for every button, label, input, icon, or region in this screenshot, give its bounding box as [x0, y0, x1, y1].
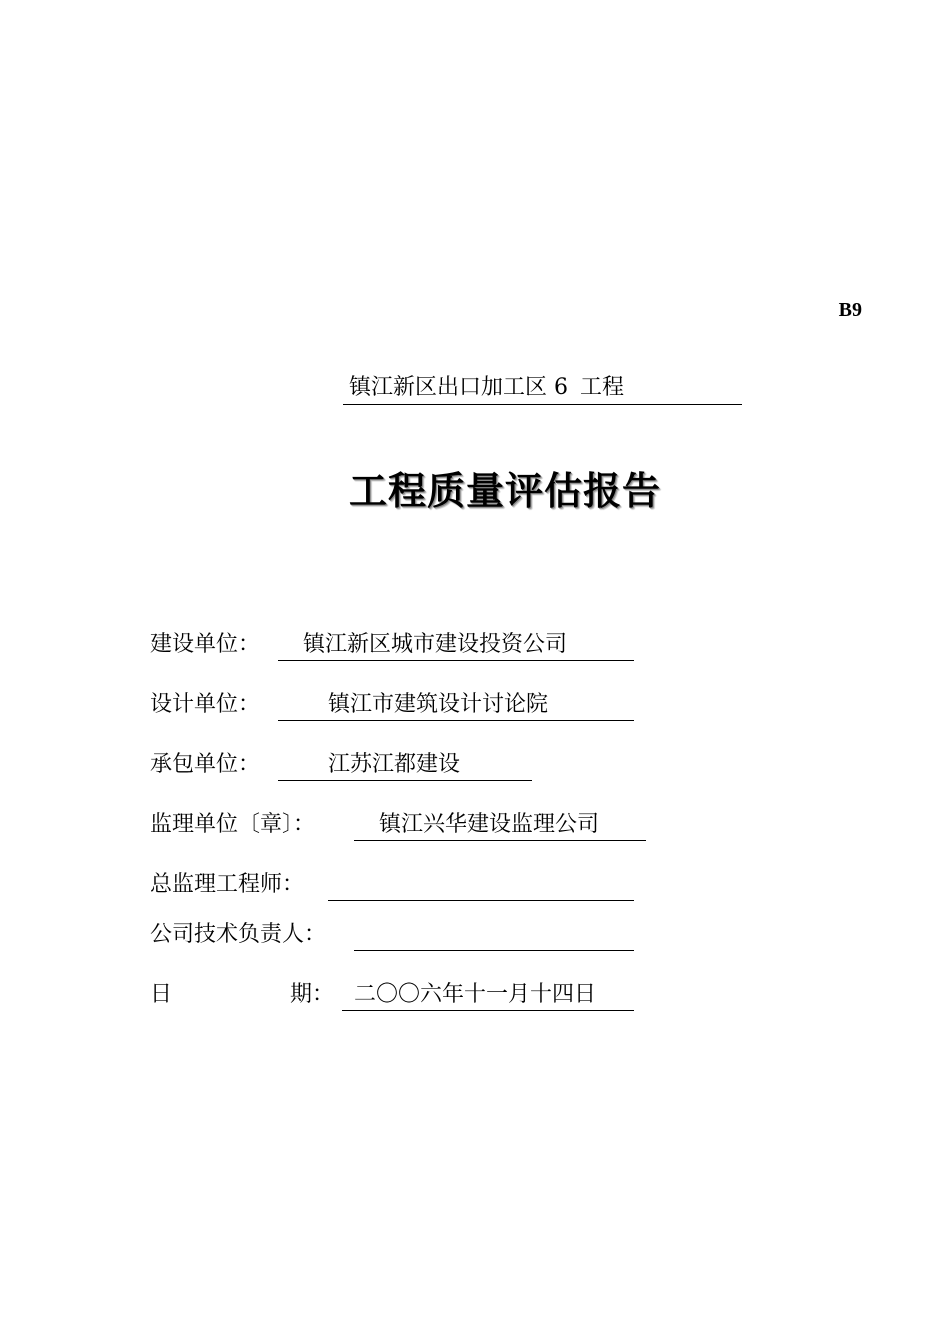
date-value: 二〇〇六年十一月十四日 [354, 982, 597, 1007]
field-label: 总监理工程师： [150, 872, 305, 897]
date-label-left: 日 [150, 982, 173, 1007]
supervisor-value: 镇江兴华建设监理公司 [379, 812, 600, 837]
field-label: 承包单位： [150, 752, 261, 777]
construction-unit-value: 镇江新区城市建设投资公司 [303, 632, 568, 657]
field-value-underline [278, 690, 634, 721]
project-suffix: 工程 [580, 375, 625, 400]
date-label-right: 期： [290, 982, 335, 1007]
field-value-underline [278, 750, 532, 781]
field-design-unit [150, 690, 650, 722]
project-name-line [343, 374, 742, 405]
contractor-value: 江苏江都建设 [328, 752, 461, 777]
project-name: 镇江新区出口加工区 6 [349, 375, 568, 400]
field-value-underline [278, 630, 634, 661]
field-label: 设计单位： [150, 692, 261, 717]
document-code: B9 [838, 299, 862, 321]
field-value-underline [354, 920, 634, 951]
report-title: 工程质量评估报告 [348, 469, 661, 513]
field-value-underline [354, 810, 646, 841]
field-construction-unit [150, 630, 650, 662]
field-supervisor [150, 810, 650, 842]
field-label: 监理单位〔章〕： [150, 812, 316, 837]
field-contractor [150, 750, 650, 782]
field-value-underline [342, 980, 634, 1011]
design-unit-value: 镇江市建筑设计讨论院 [328, 692, 549, 717]
field-value-underline [328, 870, 634, 901]
field-tech-lead [150, 920, 650, 952]
field-label: 公司技术负责人： [150, 922, 327, 947]
field-label: 建设单位： [150, 632, 261, 657]
field-date [150, 980, 650, 1012]
field-chief-engineer [150, 870, 650, 902]
